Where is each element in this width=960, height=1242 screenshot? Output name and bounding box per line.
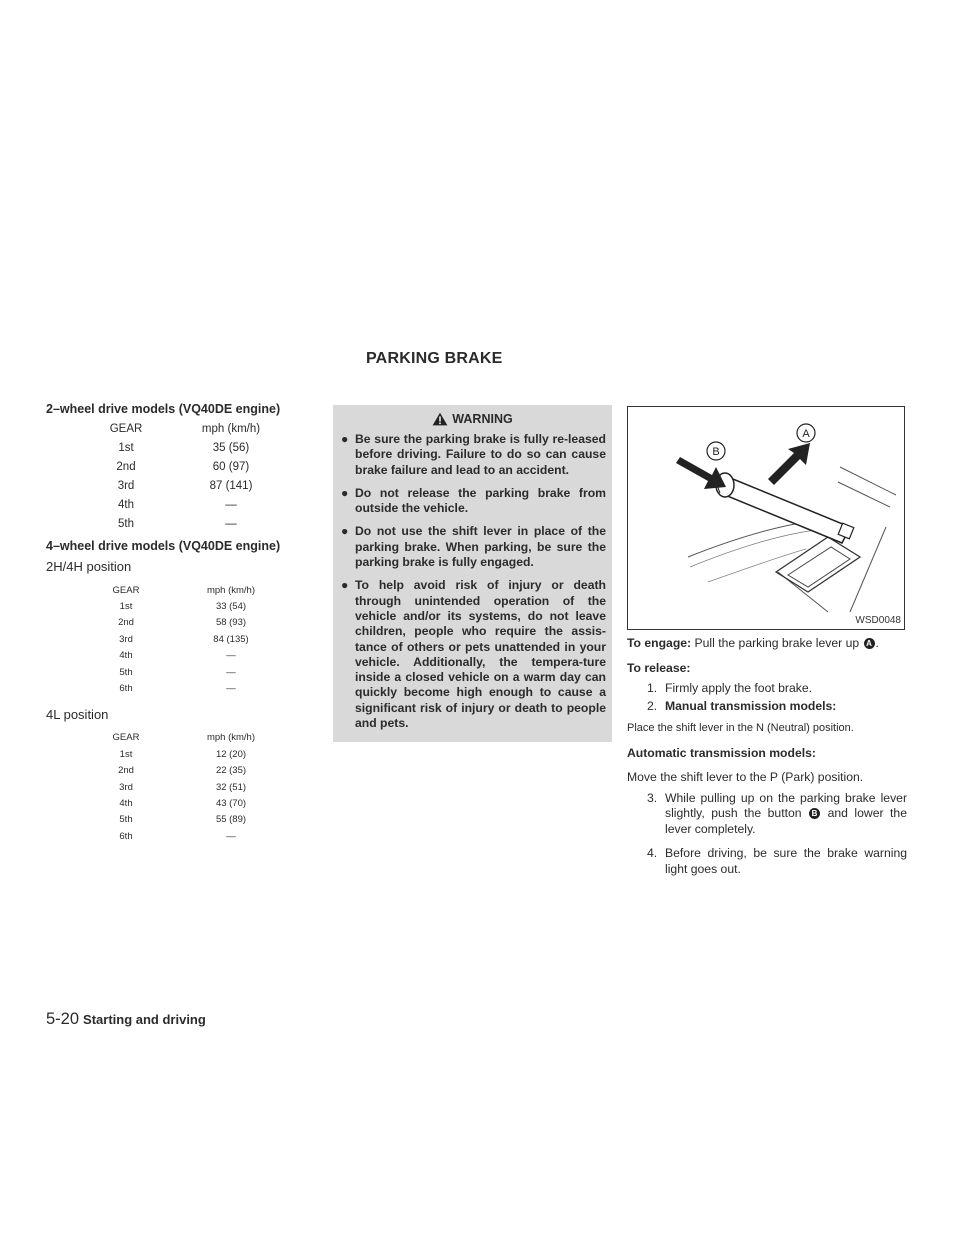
warning-header bbox=[333, 405, 612, 432]
step3-text-a: While pulling up on the parking brake lever slightly, push the button bbox=[665, 790, 907, 820]
four-wd-heading: 4–wheel drive models (VQ40DE engine) bbox=[46, 539, 281, 553]
table-row bbox=[86, 631, 296, 647]
gear-cell: 4th bbox=[119, 650, 133, 662]
list-item bbox=[647, 846, 907, 877]
bullet-icon: ● bbox=[341, 485, 349, 500]
warning-list bbox=[333, 432, 612, 731]
warning-text: Do not use the shift lever in place of the parking brake. When parking, be sure the parking brake is fully engaged. bbox=[355, 524, 606, 570]
section-title: PARKING BRAKE bbox=[366, 350, 503, 367]
two-wd-heading: 2–wheel drive models (VQ40DE engine) bbox=[46, 402, 281, 416]
step-number: 2. bbox=[647, 698, 658, 713]
manual-instruction: Place the shift lever in the N (Neutral) position. bbox=[627, 722, 854, 734]
speed-cell: 84 (135) bbox=[213, 633, 249, 645]
page-footer bbox=[46, 1010, 206, 1029]
col-speed: mph (km/h) bbox=[201, 422, 261, 435]
col-gear: GEAR bbox=[112, 732, 140, 744]
col-speed: mph (km/h) bbox=[206, 732, 256, 744]
table-row bbox=[86, 812, 296, 828]
warning-text: Do not release the parking brake from outside the vehicle. bbox=[355, 485, 606, 516]
table-row bbox=[86, 779, 296, 795]
gear-cell: 5th bbox=[119, 814, 133, 826]
step-number: 3. bbox=[647, 790, 658, 805]
release-steps bbox=[647, 681, 907, 714]
step-text bbox=[665, 791, 907, 838]
speed-cell: 43 (70) bbox=[215, 797, 247, 809]
warning-box bbox=[333, 405, 612, 742]
step-text: Before driving, be sure the brake warning light goes out. bbox=[665, 846, 907, 876]
table-row bbox=[86, 514, 296, 533]
gear-cell: 2nd bbox=[116, 460, 136, 473]
speed-cell: 35 (56) bbox=[212, 441, 250, 454]
table-row bbox=[86, 648, 296, 664]
gear-cell: 1st bbox=[118, 441, 134, 454]
gear-cell: 3rd bbox=[119, 781, 133, 793]
speed-cell: 55 (89) bbox=[215, 814, 247, 826]
speed-cell: — bbox=[225, 498, 237, 511]
bullet-icon: ● bbox=[341, 578, 349, 593]
bullet-icon: ● bbox=[341, 524, 349, 539]
label-b: B bbox=[712, 446, 720, 458]
gear-cell: 5th bbox=[119, 666, 133, 678]
parking-brake-lever-icon bbox=[628, 407, 904, 629]
warning-text: Be sure the parking brake is fully re-leased before driving. Failure to do so can cause brake failure and lead to an accident. bbox=[355, 432, 606, 477]
figure-code: WSD0048 bbox=[855, 615, 901, 626]
marker-b-icon: B bbox=[809, 808, 820, 819]
engage-label: To engage: bbox=[627, 636, 692, 650]
release-label-text: To release: bbox=[627, 660, 691, 675]
table-row bbox=[86, 615, 296, 631]
gear-cell: 4th bbox=[118, 498, 134, 511]
two-wd-table bbox=[86, 419, 296, 533]
bullet-icon: ● bbox=[341, 432, 349, 446]
instructions-column bbox=[627, 636, 907, 877]
list-item bbox=[341, 432, 606, 478]
auto-heading bbox=[627, 746, 907, 762]
table-header-row bbox=[86, 730, 296, 746]
step-heading: Manual transmission models: bbox=[665, 698, 837, 713]
col-speed: mph (km/h) bbox=[206, 584, 256, 596]
list-item bbox=[341, 486, 606, 517]
l4-table bbox=[86, 730, 296, 845]
speed-cell: 60 (97) bbox=[212, 460, 250, 473]
gear-cell: 1st bbox=[119, 748, 133, 760]
table-row bbox=[86, 763, 296, 779]
speed-cell: 12 (20) bbox=[215, 748, 247, 760]
engage-text: Pull the parking brake lever up bbox=[694, 636, 860, 650]
step-number: 1. bbox=[647, 681, 658, 695]
parking-brake-illustration bbox=[627, 406, 905, 630]
release-steps-cont bbox=[647, 791, 907, 878]
table-row bbox=[86, 795, 296, 811]
gear-cell: 3rd bbox=[117, 479, 135, 492]
table-row bbox=[86, 680, 296, 696]
speed-cell: — bbox=[226, 650, 236, 662]
gear-cell: 2nd bbox=[118, 765, 134, 777]
table-header-row bbox=[86, 419, 296, 438]
auto-heading-text: Automatic transmission models: bbox=[627, 745, 816, 760]
warning-title: WARNING bbox=[452, 411, 513, 426]
gear-cell: 3rd bbox=[119, 633, 133, 645]
warning-triangle-icon bbox=[432, 412, 448, 426]
chapter-title: Starting and driving bbox=[83, 1012, 206, 1027]
table-row bbox=[86, 828, 296, 844]
release-label bbox=[627, 661, 907, 677]
list-item bbox=[341, 578, 606, 731]
col-gear: GEAR bbox=[109, 422, 143, 435]
gear-cell: 6th bbox=[119, 830, 133, 842]
list-item bbox=[647, 681, 907, 697]
gear-cell: 2nd bbox=[118, 617, 134, 629]
gear-cell: 5th bbox=[118, 517, 134, 530]
speed-cell: — bbox=[226, 683, 236, 695]
table-row bbox=[86, 598, 296, 614]
speed-cell: 22 (35) bbox=[215, 765, 247, 777]
gear-cell: 4th bbox=[119, 797, 133, 809]
speed-cell: 87 (141) bbox=[209, 479, 253, 492]
table-row bbox=[86, 664, 296, 680]
h4-table bbox=[86, 582, 296, 697]
warning-text: To help avoid risk of injury or death through unintended operation of the vehicle and/or its systems, do not leave children, people who require the assis-tance of others or pets unattended in your vehicle. Additionally, the tempera-ture inside a closed vehicle on a warm day can quickly become high enough to cause a significant risk of injury or death to people and pets. bbox=[355, 578, 606, 731]
list-item bbox=[647, 791, 907, 838]
table-row bbox=[86, 438, 296, 457]
gear-cell: 6th bbox=[119, 683, 133, 695]
speed-cell: 32 (51) bbox=[215, 781, 247, 793]
col-gear: GEAR bbox=[112, 584, 140, 596]
table-row bbox=[86, 495, 296, 514]
gear-cell: 1st bbox=[119, 601, 133, 613]
speed-cell: 58 (93) bbox=[215, 617, 247, 629]
step-number: 4. bbox=[647, 846, 658, 860]
step3-text-b: and lower the lever completely. bbox=[665, 806, 907, 836]
speed-cell: 33 (54) bbox=[215, 601, 247, 613]
table-row bbox=[86, 457, 296, 476]
list-item bbox=[341, 524, 606, 570]
marker-a-icon: A bbox=[864, 638, 875, 649]
label-a: A bbox=[802, 428, 810, 440]
step-text: Firmly apply the foot brake. bbox=[665, 681, 812, 695]
engage-paragraph: To engage: Pull the parking brake lever up A . bbox=[627, 636, 879, 650]
table-row bbox=[86, 476, 296, 495]
page-number: 5-20 bbox=[46, 1010, 80, 1028]
auto-instruction: Move the shift lever to the P (Park) position. bbox=[627, 770, 864, 784]
speed-cell: — bbox=[225, 517, 237, 530]
h4-label: 2H/4H position bbox=[46, 559, 132, 574]
table-header-row bbox=[86, 582, 296, 598]
table-row bbox=[86, 746, 296, 762]
l4-label: 4L position bbox=[46, 706, 109, 722]
speed-cell: — bbox=[226, 666, 236, 678]
speed-cell: — bbox=[226, 830, 236, 842]
list-item bbox=[647, 699, 907, 715]
speed-tables-column bbox=[46, 402, 316, 844]
